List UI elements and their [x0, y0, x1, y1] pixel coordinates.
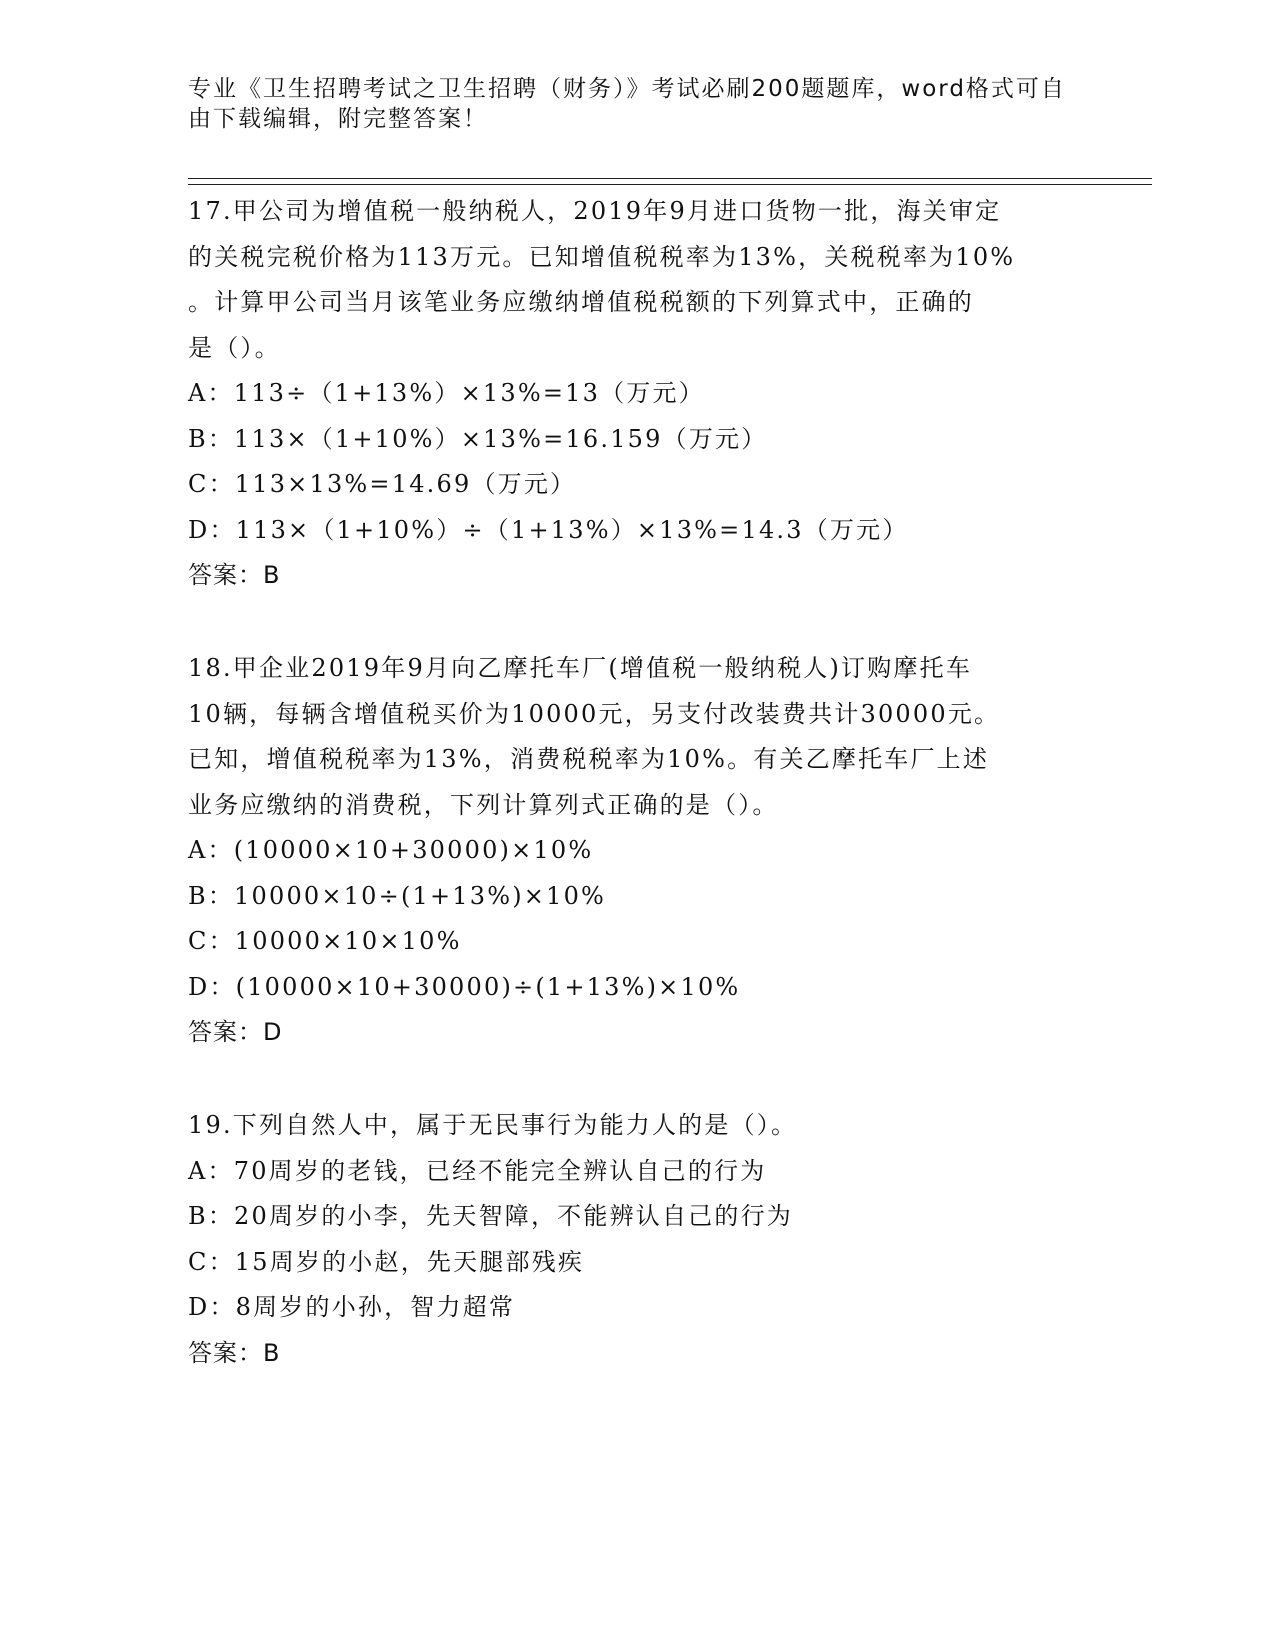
option-a: A：113÷（1+13%）×13%=13（万元） — [188, 379, 705, 407]
stem-line: 19.下列自然人中，属于无民事行为能力人的是（）。 — [188, 1111, 798, 1139]
header-divider-top — [188, 178, 1152, 179]
question-18 — [188, 646, 1088, 1056]
option-c: C：15周岁的小赵，先天腿部残疾 — [188, 1247, 585, 1276]
header-line-1: 专业《卫生招聘考试之卫生招聘（财务）》考试必刷200题题库，word格式可自 — [188, 76, 1066, 102]
option-d: D：113×（1+10%）÷（1+13%）×13%=14.3（万元） — [188, 515, 909, 544]
answer: 答案：B — [188, 1338, 281, 1367]
header-line-2: 由下载编辑，附完整答案！ — [188, 106, 488, 132]
option-c: C：113×13%=14.69（万元） — [188, 470, 577, 498]
option-c: C：10000×10×10% — [188, 927, 462, 955]
stem-line: 的关税完税价格为113万元。已知增值税税率为13%，关税税率为10% — [188, 242, 1016, 271]
question-17 — [188, 189, 1088, 599]
option-b: B：113×（1+10%）×13%=16.159（万元） — [188, 424, 768, 453]
question-stem — [188, 1103, 1088, 1149]
option-d: D：8周岁的小孙，智力超常 — [188, 1293, 516, 1321]
header-divider-bottom — [188, 184, 1152, 185]
stem-line: 业务应缴纳的消费税，下列计算列式正确的是（）。 — [188, 790, 779, 819]
stem-line: 10辆，每辆含增值税买价为10000元，另支付改装费共计30000元。 — [188, 699, 1001, 728]
answer: 答案：D — [188, 1018, 283, 1046]
stem-line: 。计算甲公司当月该笔业务应缴纳增值税税额的下列算式中，正确的 — [188, 288, 974, 316]
option-a: A：(10000×10+30000)×10% — [188, 836, 594, 864]
answer: 答案：B — [188, 561, 281, 589]
option-b: B：20周岁的小李，先天智障，不能辨认自己的行为 — [188, 1202, 793, 1230]
document-header — [188, 74, 1068, 134]
option-d: D：(10000×10+30000)÷(1+13%)×10% — [188, 972, 741, 1001]
question-stem — [188, 646, 1088, 828]
option-a: A：70周岁的老钱，已经不能完全辨认自己的行为 — [188, 1156, 767, 1185]
question-stem — [188, 189, 1088, 371]
stem-line: 17.甲公司为增值税一般纳税人，2019年9月进口货物一批，海关审定 — [188, 197, 1002, 225]
option-b: B：10000×10÷(1+13%)×10% — [188, 881, 607, 910]
question-19 — [188, 1103, 1088, 1376]
stem-line: 是（）。 — [188, 333, 281, 362]
stem-line: 已知，增值税税率为13%，消费税税率为10%。有关乙摩托车厂上述 — [188, 745, 990, 773]
stem-line: 18.甲企业2019年9月向乙摩托车厂(增值税一般纳税人)订购摩托车 — [188, 654, 973, 682]
